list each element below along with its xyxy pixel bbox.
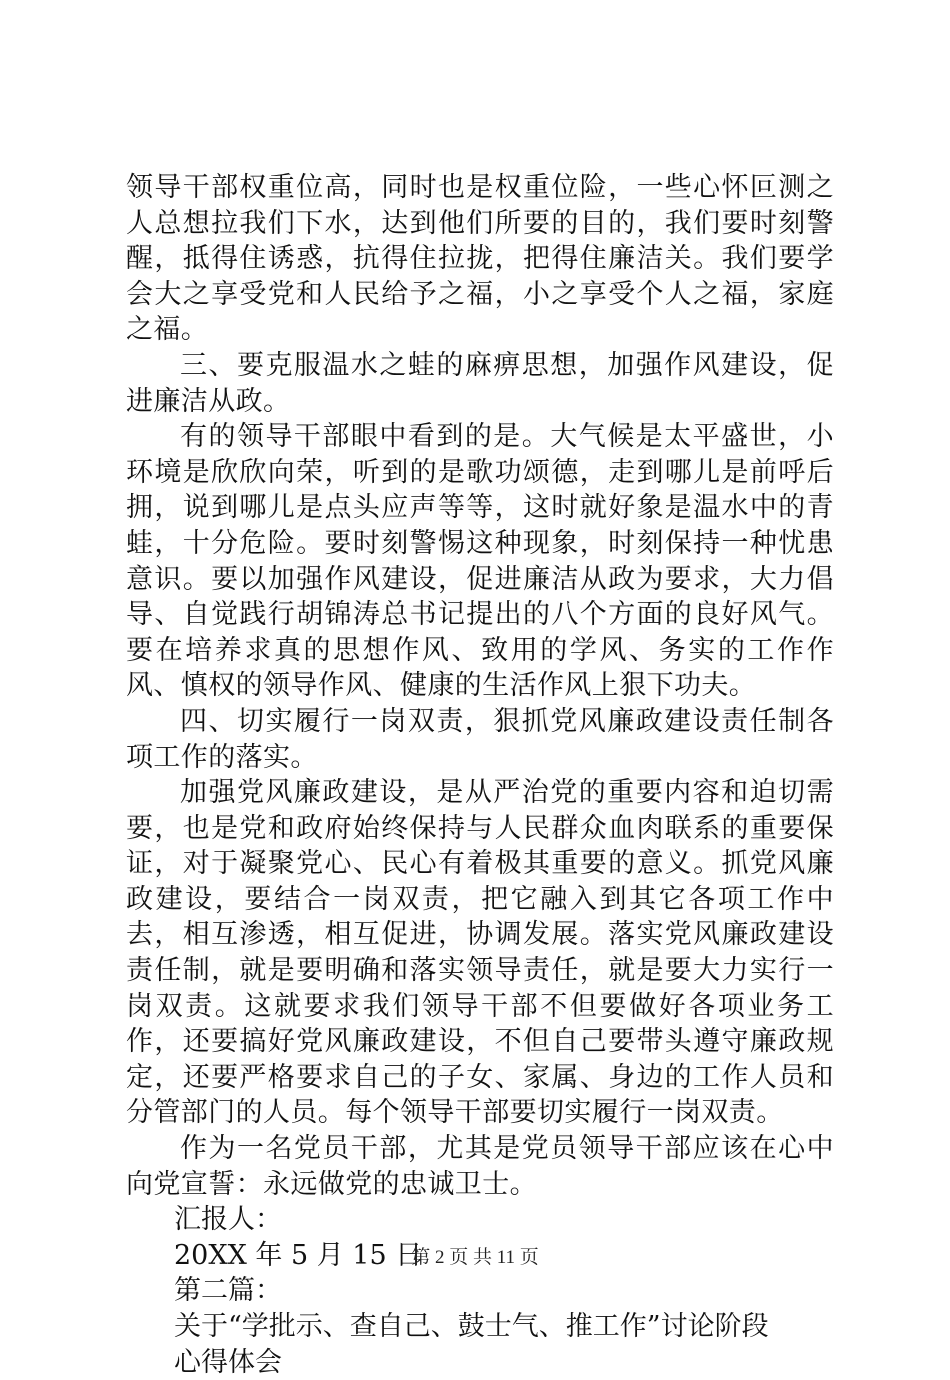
paragraph: 有的领导干部眼中看到的是。大气候是太平盛世，小环境是欣欣向荣，听到的是歌功颂德，走到哪儿是前呼后拥，说到哪儿是点头应声等等，这时就好象是温水中的青蛙，十分危险。要时刻警惕这种现象，时刻保持一种忧患意识。要以加强作风建设，促进廉洁从政为要求，大力倡导、自觉践行胡锦涛总书记提出的八个方面的良好风气。要在培养求真的思想作风、致用的学风、务实的工作作风、慎权的领导作风、健康的生活作风上狠下功夫。 [126,421,834,702]
paragraph: 作为一名党员干部，尤其是党员领导干部应该在心中向党宣誓：永远做党的忠诚卫士。 [126,1133,834,1200]
reporter-label: 汇报人： [174,1204,282,1236]
part-two-subtitle: 心得体会 [174,1346,282,1378]
page-number-footer: 第 2 页 共 11 页 [411,1247,539,1268]
part-two-label: 第二篇： [174,1275,282,1307]
part-two-title: 关于“学批示、查自己、鼓士气、推工作”讨论阶段 [174,1311,769,1342]
section-heading-3: 三、要克服温水之蛙的麻痹思想，加强作风建设，促进廉洁从政。 [126,349,834,417]
paragraph: 领导干部权重位高，同时也是权重位险，一些心怀叵测之人总想拉我们下水，达到他们所要的目的，我们要时刻警醒，抵得住诱惑，抗得住拉拢，把得住廉洁关。我们要学会大之享受党和人民给予之福，小之享受个人之福，家庭之福。 [126,172,834,346]
paragraph: 加强党风廉政建设，是从严治党的重要内容和迫切需要，也是党和政府始终保持与人民群众血肉联系的重要保证，对于凝聚党心、民心有着极其重要的意义。抓党风廉政建设，要结合一岗双责，把它融入到其它各项工作中去，相互渗透，相互促进，协调发展。落实党风廉政建设责任制，就是要明确和落实领导责任，就是要大力实行一岗双责。这就要求我们领导干部不但要做好各项业务工作，还要搞好党风廉政建设，不但自己要带头遵守廉政规定，还要严格要求自己的子女、家属、身边的工作人员和分管部门的人员。每个领导干部要切实履行一岗双责。 [126,777,834,1129]
section-heading-4: 四、切实履行一岗双责，狠抓党风廉政建设责任制各项工作的落实。 [126,705,834,773]
report-date: 20XX 年 5 月 15 日 [174,1239,423,1271]
document-body [126,170,834,1380]
